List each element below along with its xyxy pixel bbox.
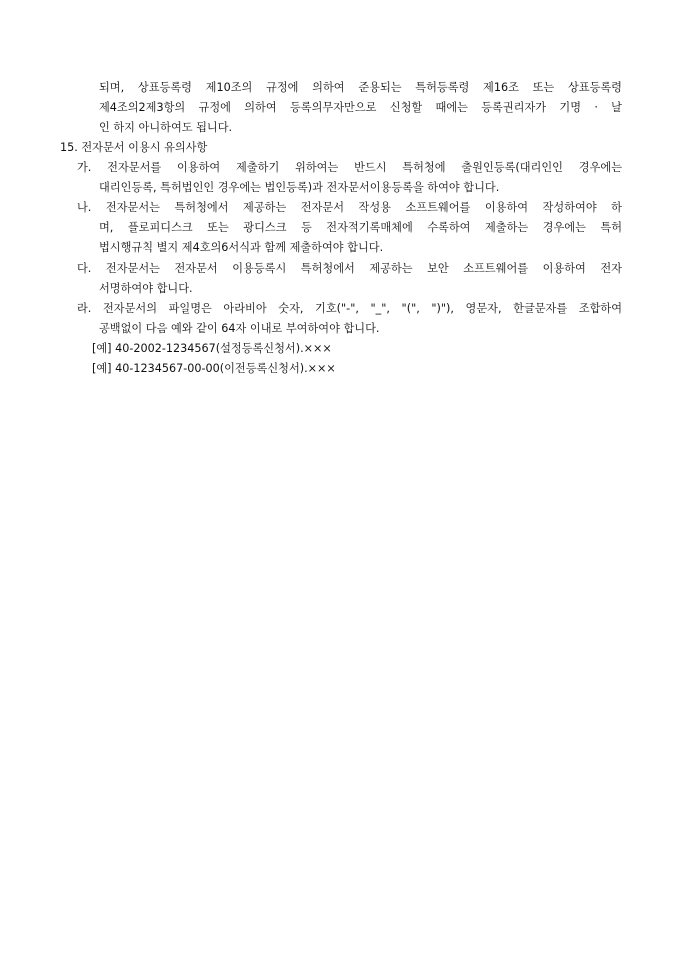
- item-ra-line-1: 라. 전자문서의 파일명은 아라비아 숫자, 기호("-", "_", "(", ")"), 영문자, 한글문자를 조합하여: [77, 302, 622, 315]
- text-line-continuation-3: 인 하지 아니하여도 됩니다.: [99, 121, 233, 134]
- item-ra-line-2: 공백없이 다음 예와 같이 64자 이내로 부여하여야 합니다.: [99, 322, 380, 335]
- example-filename-1: [예] 40-2002-1234567(설정등록신청서).×××: [92, 342, 332, 355]
- text-line-continuation-1: 되며, 상표등록령 제10조의 규정에 의하여 준용되는 특허등록령 제16조 또는 상표등록령: [99, 81, 622, 94]
- example-filename-2: [예] 40-1234567-00-00(이전등록신청서).×××: [92, 362, 336, 375]
- text-line-continuation-2: 제4조의2제3항의 규정에 의하여 등록의무자만으로 신청할 때에는 등록권리자가 기명 · 날: [99, 101, 622, 114]
- item-ga-line-1: 가. 전자문서를 이용하여 제출하기 위하여는 반드시 특허청에 출원인등록(대리인인 경우에는: [77, 161, 622, 174]
- item-na-line-3: 법시행규칙 별지 제4호의6서식과 함께 제출하여야 합니다.: [99, 241, 384, 254]
- item-na-line-2: 며, 플로피디스크 또는 광디스크 등 전자적기록매체에 수록하여 제출하는 경우에는 특허: [99, 221, 622, 234]
- item-ga-line-2: 대리인등록, 특허법인인 경우에는 법인등록)과 전자문서이용등록을 하여야 합니다.: [99, 181, 500, 194]
- item-da-line-1: 다. 전자문서는 전자문서 이용등록시 특허청에서 제공하는 보안 소프트웨어를 이용하여 전자: [77, 262, 622, 275]
- section-heading-15: 15. 전자문서 이용시 유의사항: [60, 141, 208, 154]
- item-na-line-1: 나. 전자문서는 특허청에서 제공하는 전자문서 작성용 소프트웨어를 이용하여 작성하여야 하: [77, 201, 622, 214]
- item-da-line-2: 서명하여야 합니다.: [99, 282, 193, 295]
